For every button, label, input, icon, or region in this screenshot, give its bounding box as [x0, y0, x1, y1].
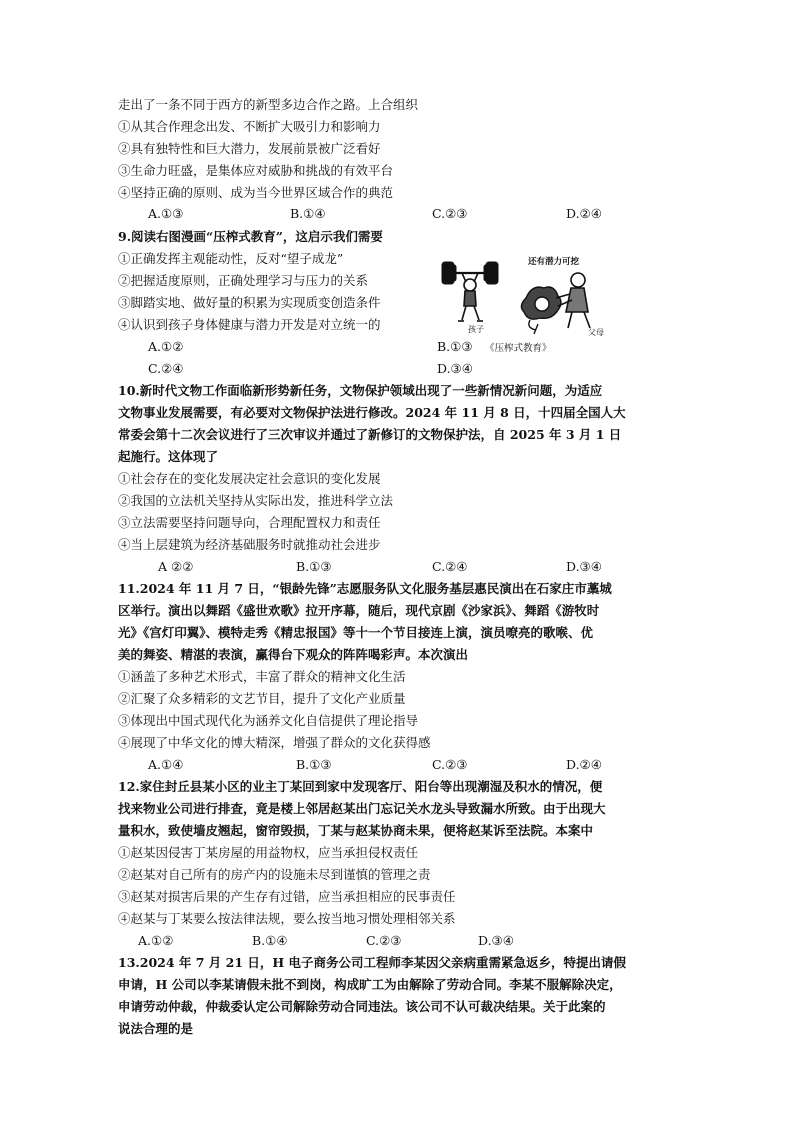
q12-option-c: C.②③ — [366, 933, 402, 948]
q9-item-2: ②把握适度原则，正确处理学习与压力的关系 — [118, 273, 369, 288]
q9-item-4: ④认识到孩子身体健康与潜力开发是对立统一的 — [118, 317, 381, 332]
q10-option-b: B.①③ — [296, 559, 332, 574]
q9-item-3: ③脚踏实地、做好量的积累为实现质变创造条件 — [118, 295, 381, 310]
q10-item-1: ①社会存在的变化发展决定社会意识的变化发展 — [118, 471, 381, 486]
q12-stem-line-2: 找来物业公司进行排查，竟是楼上邻居赵某出门忘记关水龙头导致漏水所致。由于出现大 — [118, 801, 606, 816]
q10-item-4: ④当上层建筑为经济基础服务时就推动社会进步 — [118, 537, 381, 552]
q11-stem-line-4: 美的舞姿、精湛的表演，赢得台下观众的阵阵喝彩声。本次演出 — [118, 647, 469, 662]
q13-stem-line-2: 申请，H 公司以李某请假未批不到岗，构成旷工为由解除了劳动合同。李某不服解除决定， — [118, 977, 622, 992]
q12-stem-line-3: 量积水，致使墙皮翘起，窗帘毁损，丁某与赵某协商未果，便将赵某诉至法院。本案中 — [118, 823, 594, 838]
q12-item-2: ②赵某对自己所有的房产内的设施未尽到谨慎的管理之责 — [118, 867, 431, 882]
speech-text: 还有潜力可挖 — [528, 257, 580, 267]
q11-option-d: D.②④ — [566, 757, 602, 772]
q11-option-a: A.①④ — [148, 757, 184, 772]
q8-item-1: ①从其合作理念出发、不断扩大吸引力和影响力 — [118, 119, 381, 134]
q8-option-b: B.①④ — [290, 206, 326, 221]
q13-stem-line-3: 申请劳动仲裁，仲裁委认定公司解除劳动合同违法。该公司不认可裁决结果。关于此案的 — [118, 999, 606, 1014]
q11-option-b: B.①③ — [296, 757, 332, 772]
child-figure-icon — [458, 273, 483, 321]
q12-item-3: ③赵某对损害后果的产生存有过错，应当承担相应的民事责任 — [118, 889, 456, 904]
q12-option-a: A.①② — [138, 933, 174, 948]
cartoon-caption: 《压榨式教育》 — [485, 343, 552, 354]
q8-option-a: A.①③ — [148, 206, 184, 221]
q8-option-d: D.②④ — [566, 206, 602, 221]
q12-stem-line-1: 12.家住封丘县某小区的业主丁某回到家中发现客厅、阳台等出现潮湿及积水的情况，便 — [118, 779, 603, 794]
q8-item-4: ④坚持正确的原则、成为当今世界区域合作的典范 — [118, 185, 394, 200]
child-label: 孩子 — [468, 325, 484, 334]
q11-item-2: ②汇聚了众多精彩的文艺节目，提升了文化产业质量 — [118, 691, 406, 706]
q12-option-d: D.③④ — [478, 933, 514, 948]
q10-stem-line-2: 文物事业发展需要，有必要对文物保护法进行修改。2024 年 11 月 8 日，十四届全国人大 — [118, 405, 626, 420]
q9-option-b: B.①③ — [437, 339, 473, 354]
q8-stem-line: 走出了一条不同于西方的新型多边合作之路。上合组织 — [118, 97, 419, 112]
q11-option-c: C.②③ — [432, 757, 468, 772]
q8-option-c: C.②③ — [432, 206, 468, 221]
q9-option-d: D.③④ — [437, 361, 473, 376]
q11-stem-line-2: 区举行。演出以舞蹈《盛世欢歌》拉开序幕，随后，现代京剧《沙家浜》、舞蹈《游牧时 — [118, 603, 600, 618]
q10-option-a: A ②② — [158, 559, 194, 574]
q10-item-2: ②我国的立法机关坚持从实际出发，推进科学立法 — [118, 493, 394, 508]
q10-option-c: C.②④ — [432, 559, 468, 574]
q9-stem: 9.阅读右图漫画“压榨式教育”，这启示我们需要 — [118, 229, 383, 244]
parent-label: 父母 — [588, 328, 604, 337]
q8-item-3: ③生命力旺盛，是集体应对威胁和挑战的有效平台 — [118, 163, 394, 178]
pressure-education-cartoon — [438, 240, 608, 338]
q11-item-1: ①涵盖了多种艺术形式，丰富了群众的精神文化生活 — [118, 669, 406, 684]
press-machine-icon — [521, 287, 561, 334]
q8-item-2: ②具有独特性和巨大潜力，发展前景被广泛看好 — [118, 141, 381, 156]
q12-item-1: ①赵某因侵害丁某房屋的用益物权，应当承担侵权责任 — [118, 845, 419, 860]
q11-stem-line-1: 11.2024 年 11 月 7 日，“银龄先锋”志愿服务队文化服务基层惠民演出在石家庄市藁城 — [118, 581, 612, 596]
q9-option-c: C.②④ — [148, 361, 184, 376]
q12-option-b: B.①④ — [252, 933, 288, 948]
q13-stem-line-1: 13.2024 年 7 月 21 日，H 电子商务公司工程师李某因父亲病重需紧急返乡，特提出请假 — [118, 955, 627, 970]
q13-stem-line-4: 说法合理的是 — [118, 1021, 194, 1036]
q10-item-3: ③立法需要坚持问题导向，合理配置权力和责任 — [118, 515, 381, 530]
q9-option-a: A.①② — [148, 339, 184, 354]
q10-stem-line-1: 10.新时代文物工作面临新形势新任务，文物保护领域出现了一些新情况新问题，为适应 — [118, 383, 603, 398]
q10-stem-line-4: 起施行。这体现了 — [118, 449, 219, 464]
q10-option-d: D.③④ — [566, 559, 602, 574]
q11-item-3: ③体现出中国式现代化为涵养文化自信提供了理论指导 — [118, 713, 419, 728]
q9-item-1: ①正确发挥主观能动性，反对“望子成龙” — [118, 251, 344, 266]
q11-item-4: ④展现了中华文化的博大精深，增强了群众的文化获得感 — [118, 735, 431, 750]
q12-item-4: ④赵某与丁某要么按法律法规，要么按当地习惯处理相邻关系 — [118, 911, 456, 926]
q11-stem-line-3: 光》《宫灯印翼》、模特走秀《精忠报国》等十一个节目接连上演，演员嘹亮的歌喉、优 — [118, 625, 594, 640]
q10-stem-line-3: 常委会第十二次会议进行了三次审议并通过了新修订的文物保护法，自 2025 年 3 月 1 日 — [118, 427, 622, 442]
